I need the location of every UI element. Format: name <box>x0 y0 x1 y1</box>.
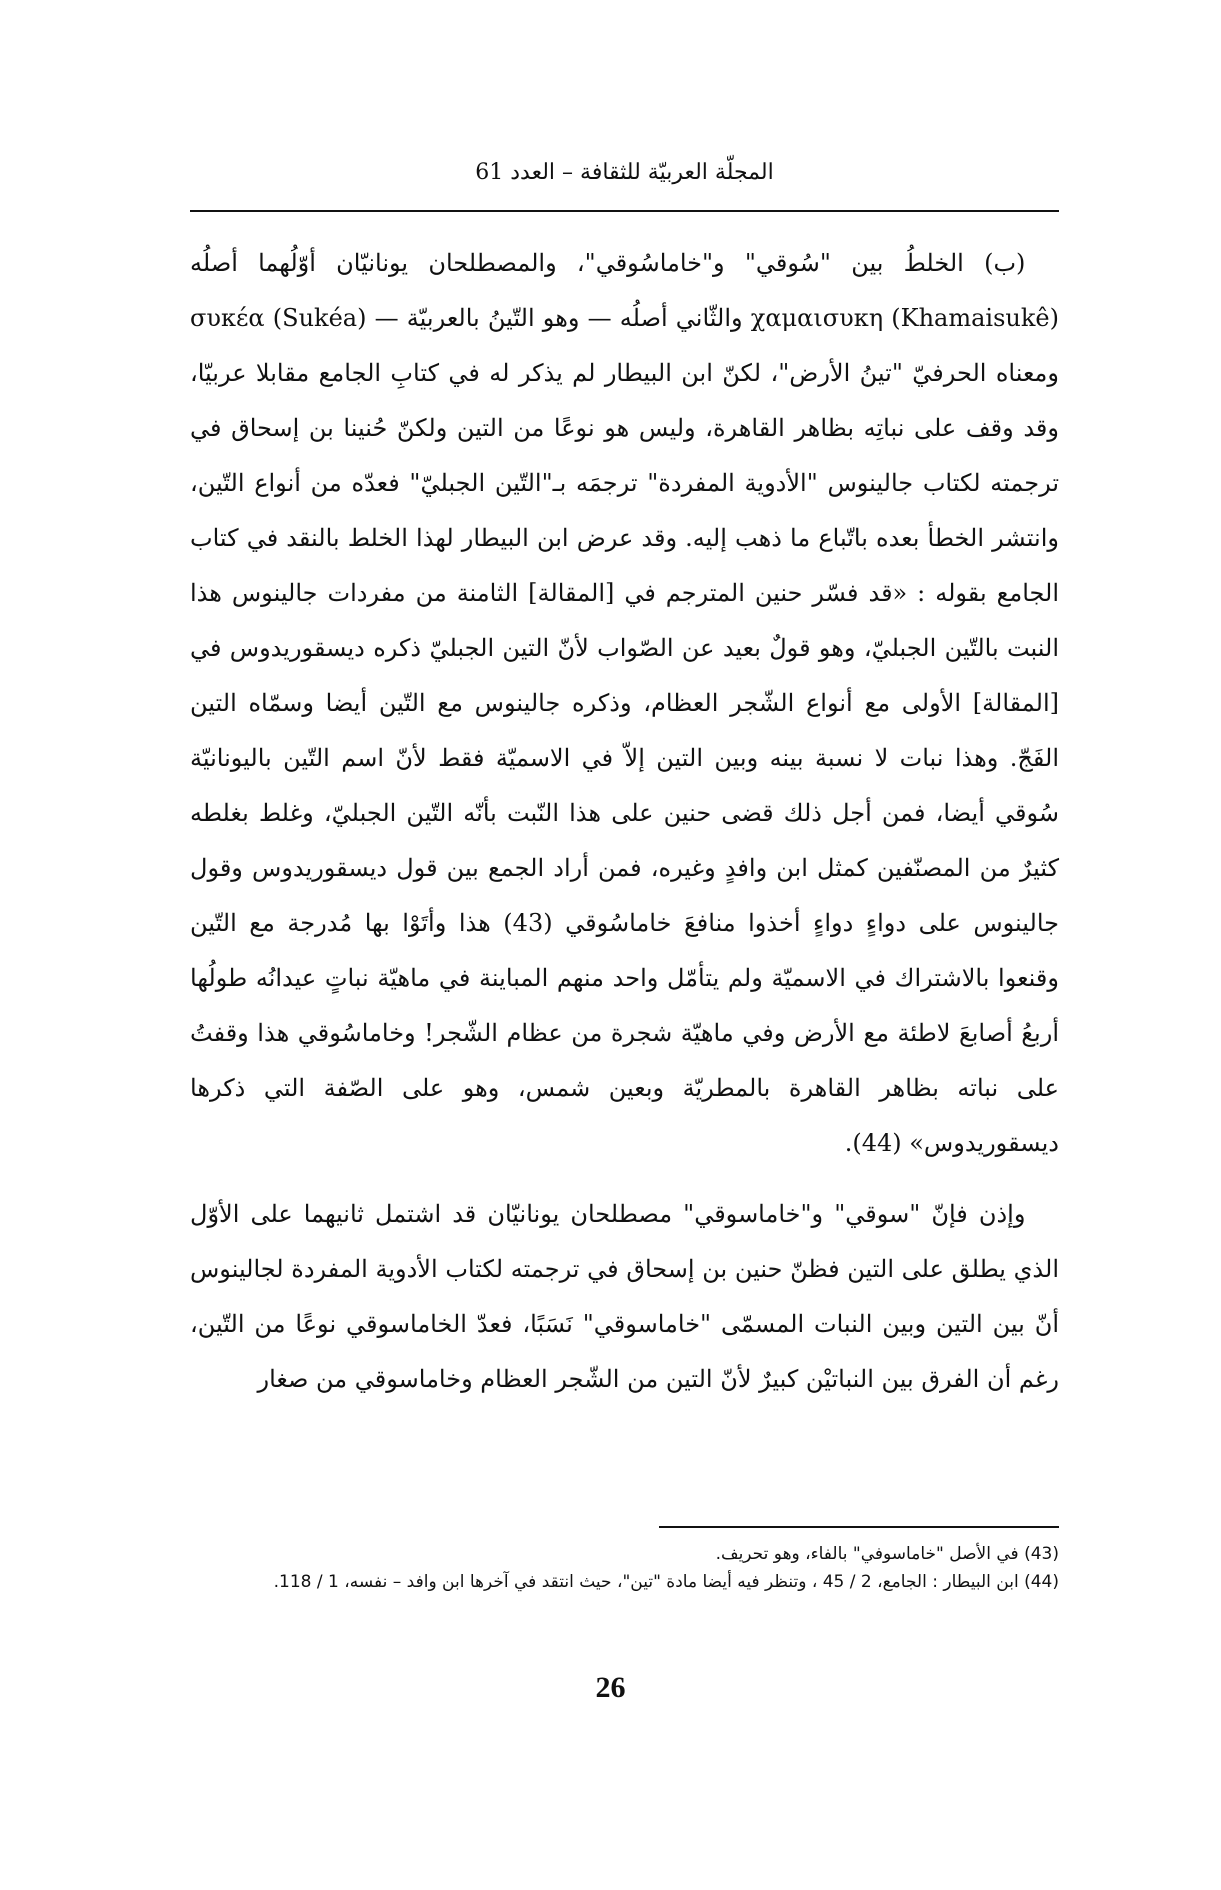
body-paragraph-2: وإذن فإنّ "سوقي" و"خاماسوقي" مصطلحان يونانيّان قد اشتمل ثانيهما على الأوّل الذي يطلق على التين فظنّ حنين بن إسحاق في ترجمته لكتاب الأدوية المفردة لجالينوس أنّ بين التين وبين النبات المسمّى "خاماسوقي" نَسَبًا، فعدّ الخاماسوقي نوعًا من التّين، رغم أن الفرق بين النباتيْن كبيرٌ لأنّ التين من الشّجر العظام وخاماسوقي من صغار <box>190 1200 1060 1393</box>
footnote-43 <box>190 1540 1059 1568</box>
page-number: 26 <box>595 1671 626 1704</box>
footnote-marker: (43) <box>1024 1544 1059 1564</box>
footnote-rule <box>659 1526 1059 1528</box>
footnote-text: ابن البيطار : الجامع، 2 / 45 ، وتنظر فيه أيضا مادة "تين"، حيث انتقد في آخرها ابن وافد – نفسه، 1 / 118. <box>273 1572 1019 1592</box>
footnote-marker: (44) <box>1024 1572 1059 1592</box>
running-head: المجلّة العربيّة للثقافة – العدد 61 <box>475 160 774 185</box>
footnote-44 <box>190 1568 1059 1596</box>
header-rule <box>190 210 1059 212</box>
footnotes <box>190 1540 1059 1596</box>
footnote-text: في الأصل "خاماسوفي" بالفاء، وهو تحريف. <box>715 1544 1019 1564</box>
body-paragraph-1: (ب) الخلطُ بين "سُوقي" و"خاماسُوقي"، والمصطلحان يونانيّان أوّلُهما أصلُه (Khamaisukê) χαμαισυκη والثّاني أصلُه — وهو التّينُ بالعربيّة — (Sukéa) συκέα ومعناه الحرفيّ "تينُ الأرض"، لكنّ ابن البيطار لم يذكر له في كتابِ الجامع مقابلا عربيّا، وقد وقف على نباتِه بظاهر القاهرة، وليس هو نوعًا من التين ولكنّ حُنينا بن إسحاق في ترجمته لكتاب جالينوس "الأدوية المفردة" ترجمَه بـ"التّين الجبليّ" فعدّه من أنواع التّين، وانتشر الخطأ بعده باتّباع ما ذهب إليه. وقد عرض ابن البيطار لهذا الخلط بالنقد في كتاب الجامع بقوله : «قد فسّر حنين المترجم في [المقالة] الثامنة من مفردات جالينوس هذا النبت بالتّين الجبليّ، وهو قولٌ بعيد عن الصّواب لأنّ التين الجبليّ ذكره ديسقوريدوس في [المقالة] الأولى مع أنواع الشّجر العظام، وذكره جالينوس مع التّين أيضا وسمّاه التين الفَجّ. وهذا نبات لا نسبة بينه وبين التين إلاّ في الاسميّة فقط لأنّ اسم التّين باليونانيّة سُوقي أيضا، فمن أجل ذلك قضى حنين على هذا النّبت بأنّه التّين الجبليّ، وغلط بغلطه كثيرٌ من المصنّفين كمثل ابن وافدٍ وغيره، فمن أراد الجمع بين قول ديسقوريدوس وقول جالينوس على دواءٍ دواءٍ أخذوا منافعَ خاماسُوقي (43) هذا وأتَوْا بها مُدرجة مع التّين وقنعوا بالاشتراك في الاسميّة ولم يتأمّل واحد منهم المباينة في ماهيّة نباتٍ عيدانُه طولُها أربعُ أصابعَ لاطئة مع الأرض وفي ماهيّة شجرة من عظام الشّجر! وخاماسُوقي هذا وقفتُ على نباته بظاهر القاهرة بالمطريّة وبعين شمس، وهو على الصّفة التي ذكرها ديسقوريدوس» (44). <box>190 249 1060 1157</box>
body-text <box>190 236 1059 1407</box>
